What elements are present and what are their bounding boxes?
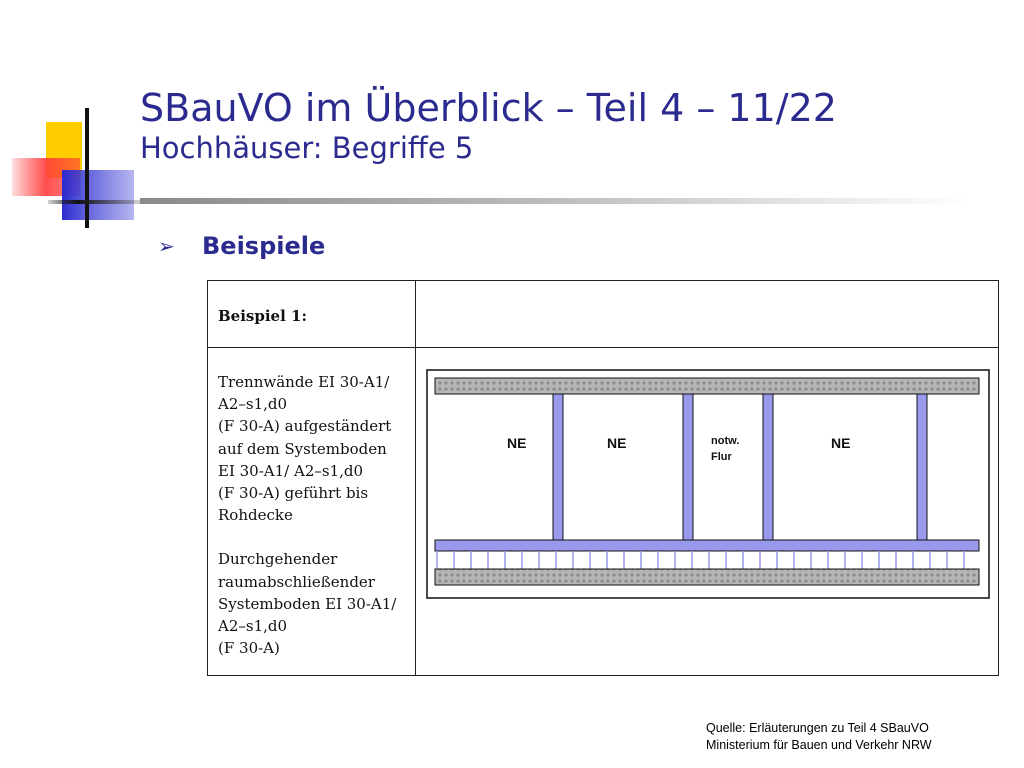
source-note (706, 720, 932, 754)
description-line: Trennwände EI 30-A1/ (218, 373, 390, 391)
room-label-1: NE (507, 435, 527, 451)
description-line: A2–s1,d0 (218, 395, 288, 414)
bullet-text: Beispiele (202, 232, 326, 260)
partition-wall (763, 394, 773, 540)
description-line: (F 30-A) (218, 639, 280, 658)
example-label: Beispiel 1: (218, 307, 307, 325)
description-line: (F 30-A) geführt bis (218, 484, 369, 503)
system-floor-plate (435, 540, 979, 551)
partition-wall (553, 394, 563, 540)
description-line: Durchgehender (218, 550, 338, 569)
partition-wall (683, 394, 693, 540)
description-line: raumabschließender (218, 572, 375, 591)
floor-slab (435, 569, 979, 585)
floor-pedestals (437, 551, 964, 569)
page-subtitle: Hochhäuser: Begriffe 5 (140, 131, 474, 165)
description-line: Systemboden EI 30-A1/ (218, 594, 397, 613)
description-line: A2–s1,d0 (218, 617, 288, 636)
arrow-bullet-icon: ➢ (158, 234, 175, 258)
ceiling-slab (435, 378, 979, 394)
description-line: (F 30-A) aufgeständert (218, 417, 392, 436)
description-line: Rohdecke (218, 506, 293, 525)
partition-walls (553, 394, 927, 540)
corridor-label-line2: Flur (711, 451, 732, 463)
description-line: EI 30-A1/ A2–s1,d0 (218, 461, 364, 480)
bullet-item (158, 232, 325, 260)
presentation-logo (0, 100, 150, 230)
room-label-3: NE (831, 435, 851, 451)
source-line-1: Quelle: Erläuterungen zu Teil 4 SBauVO (706, 721, 929, 735)
table-column-divider (415, 281, 416, 675)
corridor-label-line1: notw. (711, 435, 740, 447)
diagram-frame (427, 370, 989, 598)
room-label-2: NE (607, 435, 627, 451)
page-title: SBauVO im Überblick – Teil 4 – 11/22 (140, 86, 837, 130)
title-block (140, 86, 1000, 166)
title-divider (140, 198, 970, 204)
partition-wall (917, 394, 927, 540)
construction-diagram (425, 368, 991, 600)
example-description (218, 371, 408, 659)
description-line: auf dem Systemboden (218, 439, 387, 458)
source-line-2: Ministerium für Bauen und Verkehr NRW (706, 738, 932, 752)
table-row-divider (208, 347, 998, 348)
description-line (218, 526, 408, 548)
